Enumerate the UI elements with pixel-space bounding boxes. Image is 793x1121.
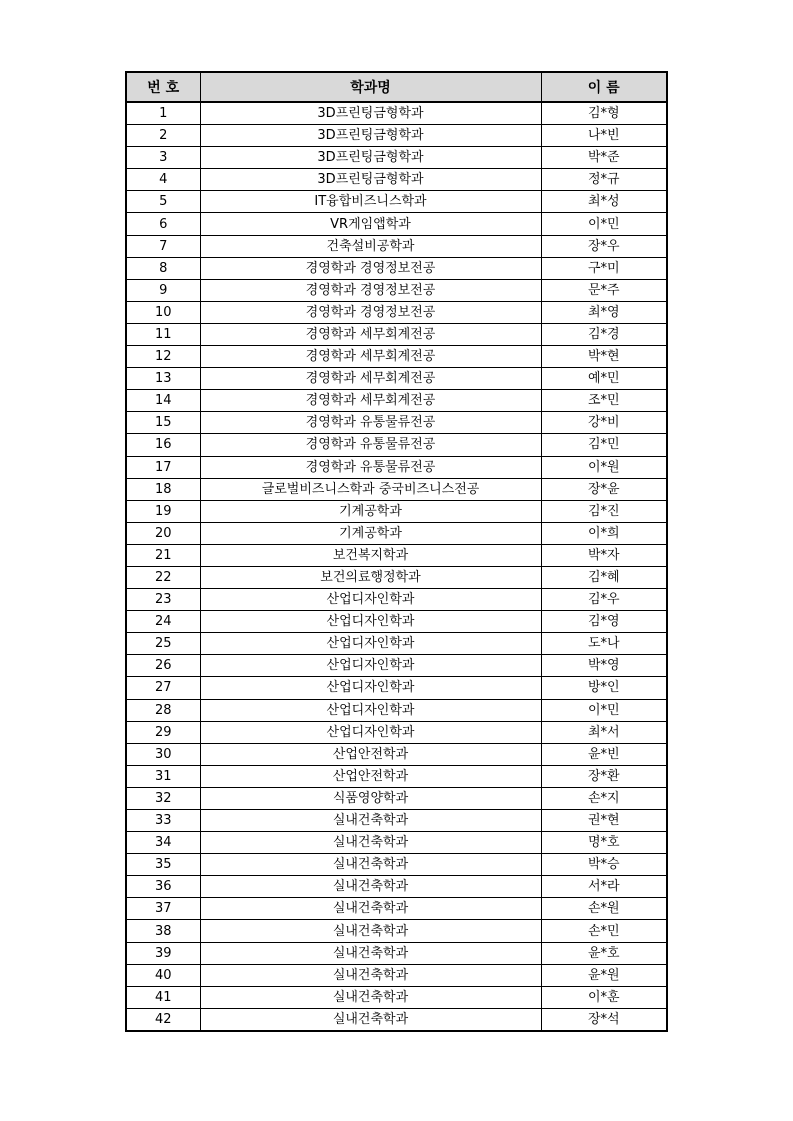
table-row: [126, 986, 667, 1008]
table-row: [126, 942, 667, 964]
row-number-cell: 35: [126, 854, 200, 876]
table-row: [126, 434, 667, 456]
department-cell: 산업디자인학과: [200, 589, 541, 611]
department-cell: 경영학과 유통물류전공: [200, 412, 541, 434]
department-cell: 3D프린팅금형학과: [200, 102, 541, 125]
table-row: [126, 810, 667, 832]
table-row: [126, 832, 667, 854]
header-department: 학과명: [200, 72, 541, 102]
table-row: [126, 500, 667, 522]
department-cell: 실내건축학과: [200, 964, 541, 986]
name-cell: 장*환: [541, 765, 667, 787]
table-row: [126, 655, 667, 677]
department-cell: 3D프린팅금형학과: [200, 169, 541, 191]
department-cell: 3D프린팅금형학과: [200, 125, 541, 147]
row-number-cell: 8: [126, 257, 200, 279]
row-number-cell: 3: [126, 147, 200, 169]
name-cell: 김*형: [541, 102, 667, 125]
row-number-cell: 10: [126, 301, 200, 323]
header-number: 번 호: [126, 72, 200, 102]
table-row: [126, 522, 667, 544]
department-cell: 실내건축학과: [200, 1008, 541, 1031]
row-number-cell: 25: [126, 633, 200, 655]
department-cell: 실내건축학과: [200, 920, 541, 942]
table-row: [126, 323, 667, 345]
table-row: [126, 611, 667, 633]
table-row: [126, 920, 667, 942]
department-cell: 3D프린팅금형학과: [200, 147, 541, 169]
table-row: [126, 235, 667, 257]
name-cell: 윤*빈: [541, 743, 667, 765]
table-row: [126, 633, 667, 655]
department-cell: 실내건축학과: [200, 898, 541, 920]
header-name: 이 름: [541, 72, 667, 102]
table-row: [126, 589, 667, 611]
name-cell: 김*민: [541, 434, 667, 456]
department-cell: 산업디자인학과: [200, 699, 541, 721]
department-cell: 실내건축학과: [200, 876, 541, 898]
table-header: [126, 72, 667, 102]
department-cell: 실내건축학과: [200, 854, 541, 876]
table-row: [126, 279, 667, 301]
row-number-cell: 16: [126, 434, 200, 456]
name-cell: 서*라: [541, 876, 667, 898]
table-row: [126, 1008, 667, 1031]
row-number-cell: 31: [126, 765, 200, 787]
name-cell: 권*현: [541, 810, 667, 832]
table-row: [126, 147, 667, 169]
row-number-cell: 6: [126, 213, 200, 235]
row-number-cell: 29: [126, 721, 200, 743]
table-row: [126, 787, 667, 809]
name-cell: 이*민: [541, 699, 667, 721]
table-row: [126, 257, 667, 279]
table-row: [126, 412, 667, 434]
row-number-cell: 14: [126, 390, 200, 412]
table-row: [126, 876, 667, 898]
row-number-cell: 1: [126, 102, 200, 125]
row-number-cell: 21: [126, 544, 200, 566]
table-row: [126, 721, 667, 743]
row-number-cell: 26: [126, 655, 200, 677]
table-row: [126, 456, 667, 478]
row-number-cell: 7: [126, 235, 200, 257]
row-number-cell: 34: [126, 832, 200, 854]
name-cell: 문*주: [541, 279, 667, 301]
name-cell: 박*승: [541, 854, 667, 876]
row-number-cell: 37: [126, 898, 200, 920]
name-cell: 장*윤: [541, 478, 667, 500]
row-number-cell: 32: [126, 787, 200, 809]
name-cell: 김*경: [541, 323, 667, 345]
row-number-cell: 22: [126, 566, 200, 588]
department-cell: 산업디자인학과: [200, 633, 541, 655]
department-cell: 산업디자인학과: [200, 611, 541, 633]
name-cell: 손*원: [541, 898, 667, 920]
row-number-cell: 39: [126, 942, 200, 964]
name-cell: 구*미: [541, 257, 667, 279]
table-row: [126, 898, 667, 920]
name-cell: 최*성: [541, 191, 667, 213]
department-cell: 보건복지학과: [200, 544, 541, 566]
name-cell: 최*서: [541, 721, 667, 743]
table-row: [126, 125, 667, 147]
row-number-cell: 19: [126, 500, 200, 522]
header-row: [126, 72, 667, 102]
name-cell: 정*규: [541, 169, 667, 191]
department-cell: IT융합비즈니스학과: [200, 191, 541, 213]
name-cell: 예*민: [541, 368, 667, 390]
name-cell: 손*민: [541, 920, 667, 942]
name-cell: 조*민: [541, 390, 667, 412]
row-number-cell: 24: [126, 611, 200, 633]
name-cell: 도*나: [541, 633, 667, 655]
name-cell: 방*인: [541, 677, 667, 699]
department-cell: 산업안전학과: [200, 743, 541, 765]
row-number-cell: 20: [126, 522, 200, 544]
department-cell: VR게임앱학과: [200, 213, 541, 235]
department-cell: 실내건축학과: [200, 832, 541, 854]
name-cell: 박*자: [541, 544, 667, 566]
name-cell: 이*희: [541, 522, 667, 544]
table-row: [126, 544, 667, 566]
department-cell: 경영학과 경영정보전공: [200, 301, 541, 323]
department-cell: 경영학과 경영정보전공: [200, 257, 541, 279]
student-list-table: [125, 71, 668, 1032]
name-cell: 이*원: [541, 456, 667, 478]
name-cell: 윤*원: [541, 964, 667, 986]
department-cell: 경영학과 세무회계전공: [200, 323, 541, 345]
row-number-cell: 40: [126, 964, 200, 986]
table-row: [126, 854, 667, 876]
department-cell: 실내건축학과: [200, 810, 541, 832]
table-row: [126, 699, 667, 721]
name-cell: 손*지: [541, 787, 667, 809]
table-row: [126, 191, 667, 213]
name-cell: 최*영: [541, 301, 667, 323]
name-cell: 김*영: [541, 611, 667, 633]
row-number-cell: 11: [126, 323, 200, 345]
name-cell: 김*혜: [541, 566, 667, 588]
name-cell: 강*비: [541, 412, 667, 434]
department-cell: 경영학과 세무회계전공: [200, 346, 541, 368]
name-cell: 박*영: [541, 655, 667, 677]
department-cell: 글로벌비즈니스학과 중국비즈니스전공: [200, 478, 541, 500]
department-cell: 산업디자인학과: [200, 677, 541, 699]
table-row: [126, 346, 667, 368]
department-cell: 경영학과 유통물류전공: [200, 456, 541, 478]
row-number-cell: 13: [126, 368, 200, 390]
department-cell: 경영학과 세무회계전공: [200, 390, 541, 412]
table-row: [126, 390, 667, 412]
table-row: [126, 765, 667, 787]
row-number-cell: 18: [126, 478, 200, 500]
row-number-cell: 15: [126, 412, 200, 434]
row-number-cell: 27: [126, 677, 200, 699]
name-cell: 박*준: [541, 147, 667, 169]
name-cell: 장*우: [541, 235, 667, 257]
department-cell: 실내건축학과: [200, 986, 541, 1008]
name-cell: 명*호: [541, 832, 667, 854]
department-cell: 식품영양학과: [200, 787, 541, 809]
row-number-cell: 36: [126, 876, 200, 898]
row-number-cell: 33: [126, 810, 200, 832]
department-cell: 산업안전학과: [200, 765, 541, 787]
table-row: [126, 677, 667, 699]
row-number-cell: 38: [126, 920, 200, 942]
row-number-cell: 41: [126, 986, 200, 1008]
department-cell: 경영학과 유통물류전공: [200, 434, 541, 456]
table-body: [126, 102, 667, 1031]
table-row: [126, 566, 667, 588]
name-cell: 김*우: [541, 589, 667, 611]
table-row: [126, 301, 667, 323]
table-row: [126, 478, 667, 500]
table-row: [126, 169, 667, 191]
table-row: [126, 213, 667, 235]
department-cell: 산업디자인학과: [200, 721, 541, 743]
row-number-cell: 2: [126, 125, 200, 147]
name-cell: 장*석: [541, 1008, 667, 1031]
row-number-cell: 9: [126, 279, 200, 301]
name-cell: 이*훈: [541, 986, 667, 1008]
row-number-cell: 12: [126, 346, 200, 368]
department-cell: 보건의료행정학과: [200, 566, 541, 588]
name-cell: 이*민: [541, 213, 667, 235]
table-row: [126, 964, 667, 986]
department-cell: 산업디자인학과: [200, 655, 541, 677]
row-number-cell: 5: [126, 191, 200, 213]
row-number-cell: 4: [126, 169, 200, 191]
row-number-cell: 28: [126, 699, 200, 721]
row-number-cell: 42: [126, 1008, 200, 1031]
name-cell: 윤*호: [541, 942, 667, 964]
department-cell: 건축설비공학과: [200, 235, 541, 257]
name-cell: 박*현: [541, 346, 667, 368]
department-cell: 경영학과 세무회계전공: [200, 368, 541, 390]
department-cell: 기계공학과: [200, 500, 541, 522]
row-number-cell: 23: [126, 589, 200, 611]
department-cell: 경영학과 경영정보전공: [200, 279, 541, 301]
row-number-cell: 17: [126, 456, 200, 478]
name-cell: 김*진: [541, 500, 667, 522]
table-row: [126, 743, 667, 765]
row-number-cell: 30: [126, 743, 200, 765]
name-cell: 나*빈: [541, 125, 667, 147]
table-row: [126, 102, 667, 125]
department-cell: 기계공학과: [200, 522, 541, 544]
department-cell: 실내건축학과: [200, 942, 541, 964]
table-row: [126, 368, 667, 390]
